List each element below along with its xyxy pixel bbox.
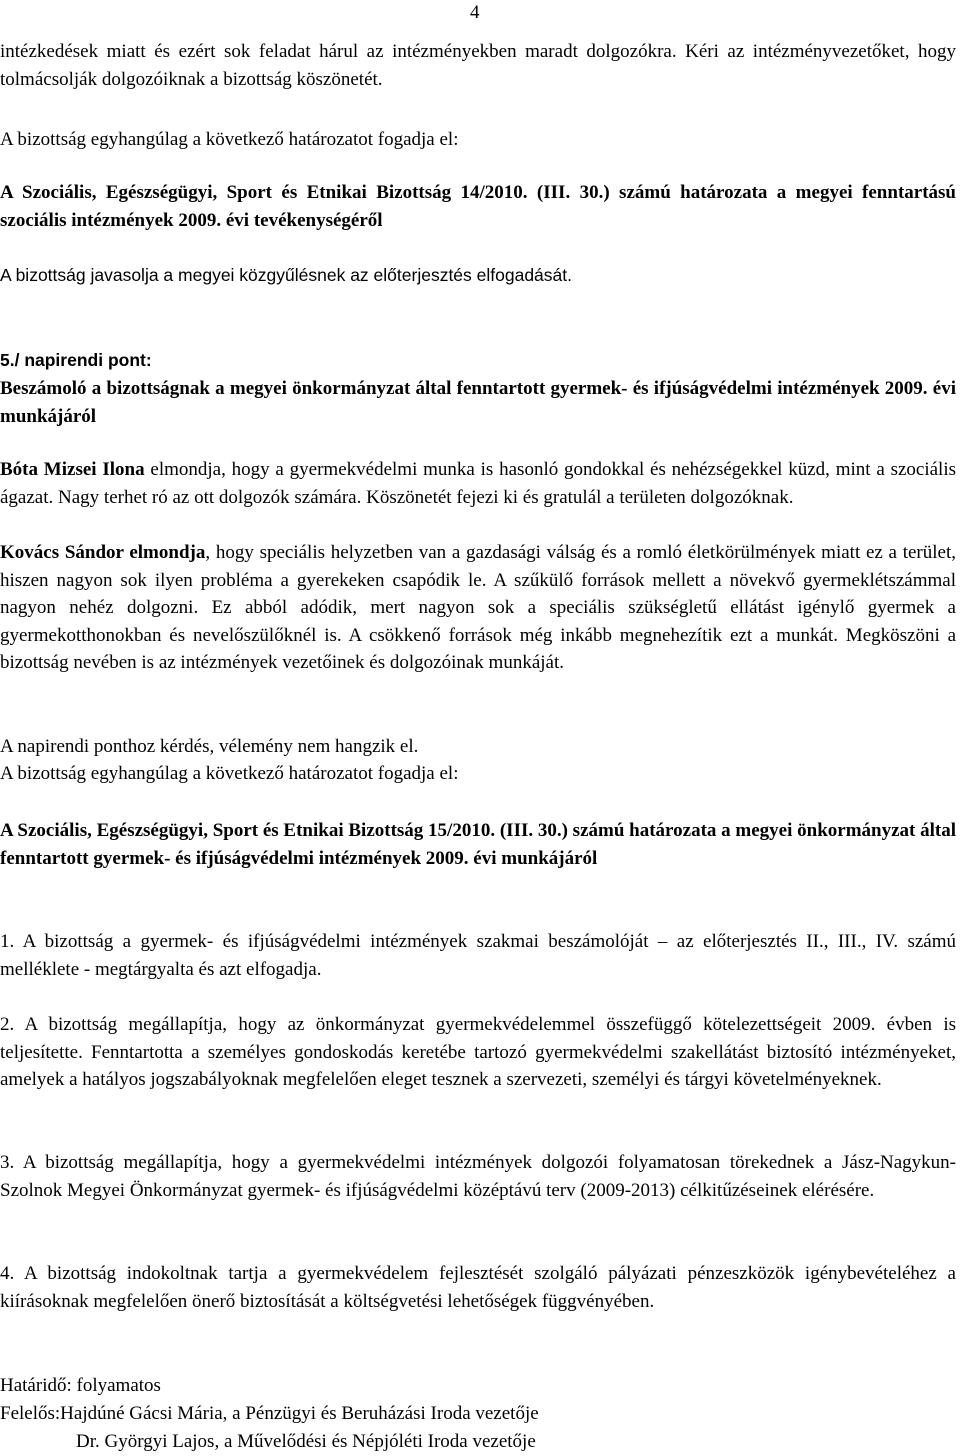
resolution-title-15: A Szociális, Egészségügyi, Sport és Etnikai Bizottság 15/2010. (III. 30.) számú határozata a megyei önkormányzat által fenntartott gyermek- és ifjúságvédelmi intézmények 2009. évi munkájáról [0, 820, 956, 869]
resolution-intro-2: A bizottság egyhangúlag a következő határozatot fogadja el: [0, 763, 459, 784]
responsible-2: Dr. Györgyi Lajos, a Művelődési és Népjóléti Iroda vezetője [76, 1431, 536, 1452]
deadline: Határidő: folyamatos [0, 1375, 161, 1396]
resolution-intro: A bizottság egyhangúlag a következő határozatot fogadja el: [0, 129, 459, 150]
resolution-point-1: 1. A bizottság a gyermek- és ifjúságvédelmi intézmények szakmai beszámolóját – az előterjesztés II., III., IV. számú melléklete - megtárgyalta és azt elfogadja. [0, 931, 956, 980]
resolution-point-4: 4. A bizottság indokoltnak tartja a gyermekvédelem fejlesztését szolgáló pályázati pénzeszközök igénybevételéhez a kiírásoknak megfelelően önerő biztosítását a költségvetési lehetőségek függvényében. [0, 1263, 956, 1312]
speaker-2-paragraph [0, 539, 956, 677]
speaker-1-text: elmondja, hogy a gyermekvédelmi munka is hasonló gondokkal és nehézségekkel küzd, mint a szociális ágazat. Nagy terhet ró az ott dolgozók számára. Köszönetét fejezi ki és gratulál a területen dolgozóknak. [0, 459, 956, 508]
resolution-title-14: A Szociális, Egészségügyi, Sport és Etnikai Bizottság 14/2010. (III. 30.) számú határozata a megyei fenntartású szociális intézmények 2009. évi tevékenységéről [0, 182, 956, 231]
no-questions: A napirendi ponthoz kérdés, vélemény nem hangzik el. [0, 736, 419, 757]
resolution-point-3: 3. A bizottság megállapítja, hogy a gyermekvédelmi intézmények dolgozói folyamatosan törekednek a Jász-Nagykun-Szolnok Megyei Önkormányzat gyermek- és ifjúságvédelmi középtávú terv (2009-2013) célkitűzéseinek elérésére. [0, 1152, 956, 1201]
speaker-2-name: Kovács Sándor elmondja [0, 542, 206, 563]
committee-recommendation: A bizottság javasolja a megyei közgyűlésnek az előterjesztés elfogadását. [0, 265, 572, 285]
agenda-item-heading: 5./ napirendi pont: [0, 350, 152, 370]
responsible-1: Felelős:Hajdúné Gácsi Mária, a Pénzügyi és Beruházási Iroda vezetője [0, 1403, 539, 1424]
speaker-2-text: , hogy speciális helyzetben van a gazdasági válság és a romló életkörülmények miatt ez a terület, hiszen nagyon sok ilyen probléma a gyerekeken csapódik le. A szűkülő források mellett a növekvő gyermeklétszámmal nagyon nehéz dolgozni. Ez abból adódik, mert nagyon sok a speciális szükségletű ellátást igénylő gyermek a gyermekotthonokban és nevelőszülőknél is. A csökkenő források még inkább megnehezítik ezt a munkát. Megköszöni a bizottság nevében is az intézmények vezetőinek és dolgozóinak munkáját. [0, 542, 956, 673]
resolution-point-2: 2. A bizottság megállapítja, hogy az önkormányzat gyermekvédelemmel összefüggő kötelezettségeit 2009. évben is teljesítette. Fenntartotta a személyes gondoskodás keretébe tartozó gyermekvédelmi szakellátást biztosító intézményeket, amelyek a hatályos jogszabályoknak megfelelően eleget tesznek a szervezeti, személyi és tárgyi követelményeknek. [0, 1014, 956, 1090]
speaker-1-name: Bóta Mizsei Ilona [0, 459, 145, 480]
agenda-item-title: Beszámoló a bizottságnak a megyei önkormányzat által fenntartott gyermek- és ifjúságvédelmi intézmények 2009. évi munkájáról [0, 378, 956, 427]
speaker-1-paragraph [0, 456, 956, 511]
page-number: 4 [470, 2, 480, 23]
paragraph-intro: intézkedések miatt és ezért sok feladat hárul az intézményekben maradt dolgozókra. Kéri az intézményvezetőket, hogy tolmácsolják dolgozóiknak a bizottság köszönetét. [0, 41, 956, 90]
